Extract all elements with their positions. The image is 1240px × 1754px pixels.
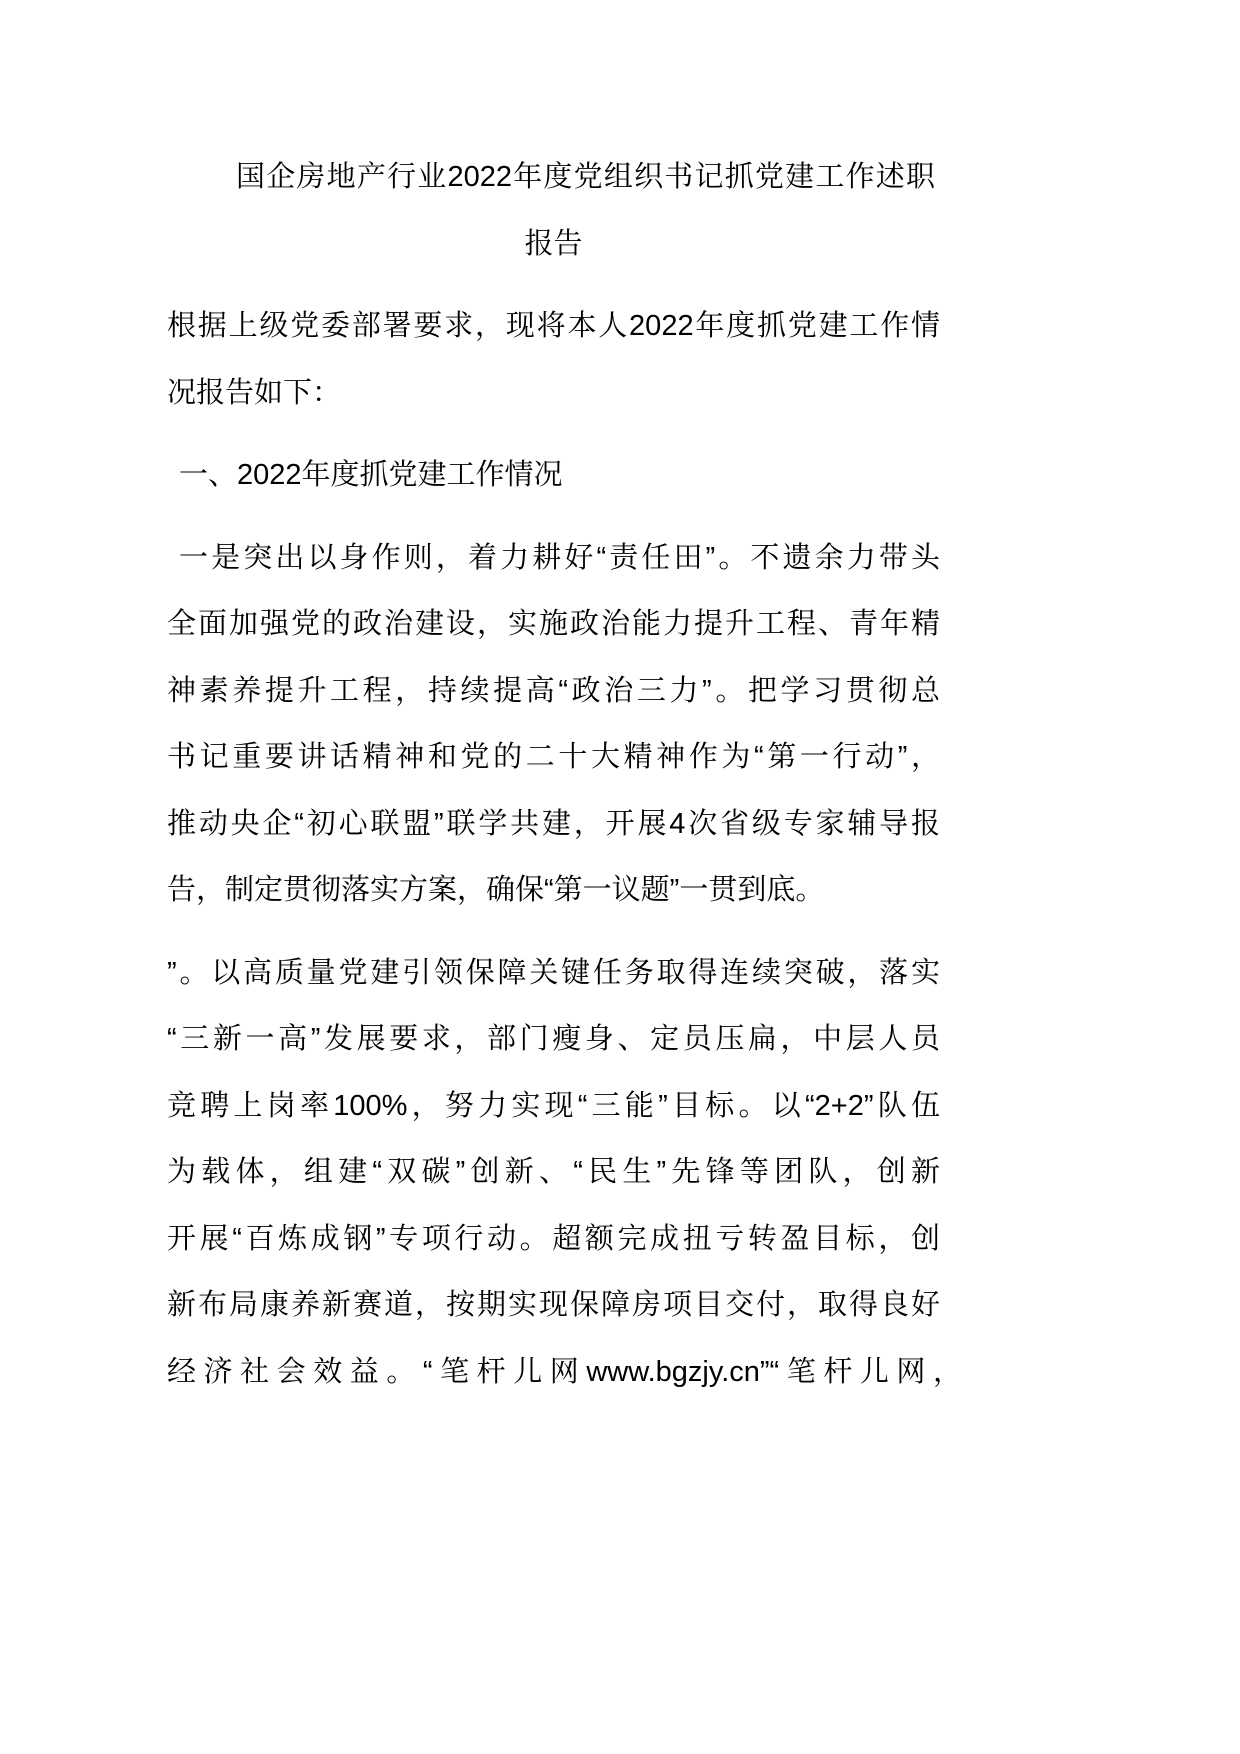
paragraph-line: 一是突出以身作则，着力耕好“责任田”。不遗余力带头	[179, 541, 940, 574]
paragraph-line: 新布局康养新赛道，按期实现保障房项目交付，取得良好	[167, 1289, 940, 1321]
paragraph-line: 推动央企“初心联盟”联学共建，开展4次省级专家辅导报	[167, 807, 940, 840]
title-line: 国企房地产行业2022年度党组织书记抓党建工作述职	[236, 161, 935, 193]
paragraph-line: 神素养提升工程，持续提高“政治三力”。把学习贯彻总	[167, 674, 940, 707]
paragraph-line: ”。以高质量党建引领保障关键任务取得连续突破，落实	[167, 956, 940, 989]
paragraph-line: 书记重要讲话精神和党的二十大精神作为“第一行动”，	[167, 741, 940, 773]
intro-paragraph	[167, 293, 940, 426]
paragraph-line: 开展“百炼成钢”专项行动。超额完成扭亏转盈目标，创	[167, 1222, 940, 1255]
body-paragraph-1	[167, 525, 940, 924]
paragraph-line: 全面加强党的政治建设，实施政治能力提升工程、青年精	[167, 608, 940, 640]
document-page	[167, 144, 962, 1405]
title-line: 报告	[524, 227, 583, 260]
document-title	[167, 144, 940, 277]
paragraph-line: 为载体，组建“双碳”创新、“民生”先锋等团队，创新	[167, 1156, 940, 1188]
body-paragraph-2	[167, 940, 962, 1406]
paragraph-line: 根据上级党委部署要求，现将本人2022年度抓党建工作情	[167, 310, 940, 342]
paragraph-line: “三新一高”发展要求，部门瘦身、定员压扁，中层人员	[167, 1023, 940, 1055]
section-heading: 一、2022年度抓党建工作情况	[179, 459, 563, 491]
paragraph-line: 况报告如下：	[167, 376, 342, 409]
paragraph-line: 竞聘上岗率100%，努力实现“三能”目标。以“2+2”队伍	[167, 1089, 940, 1122]
paragraph-line: 告，制定贯彻落实方案，确保“第一议题”一贯到底。	[167, 874, 825, 906]
section-heading-block	[167, 442, 940, 509]
paragraph-line: 经济社会效益。“笔杆儿网www.bgzjy.cn”“笔杆儿网，	[167, 1355, 962, 1388]
